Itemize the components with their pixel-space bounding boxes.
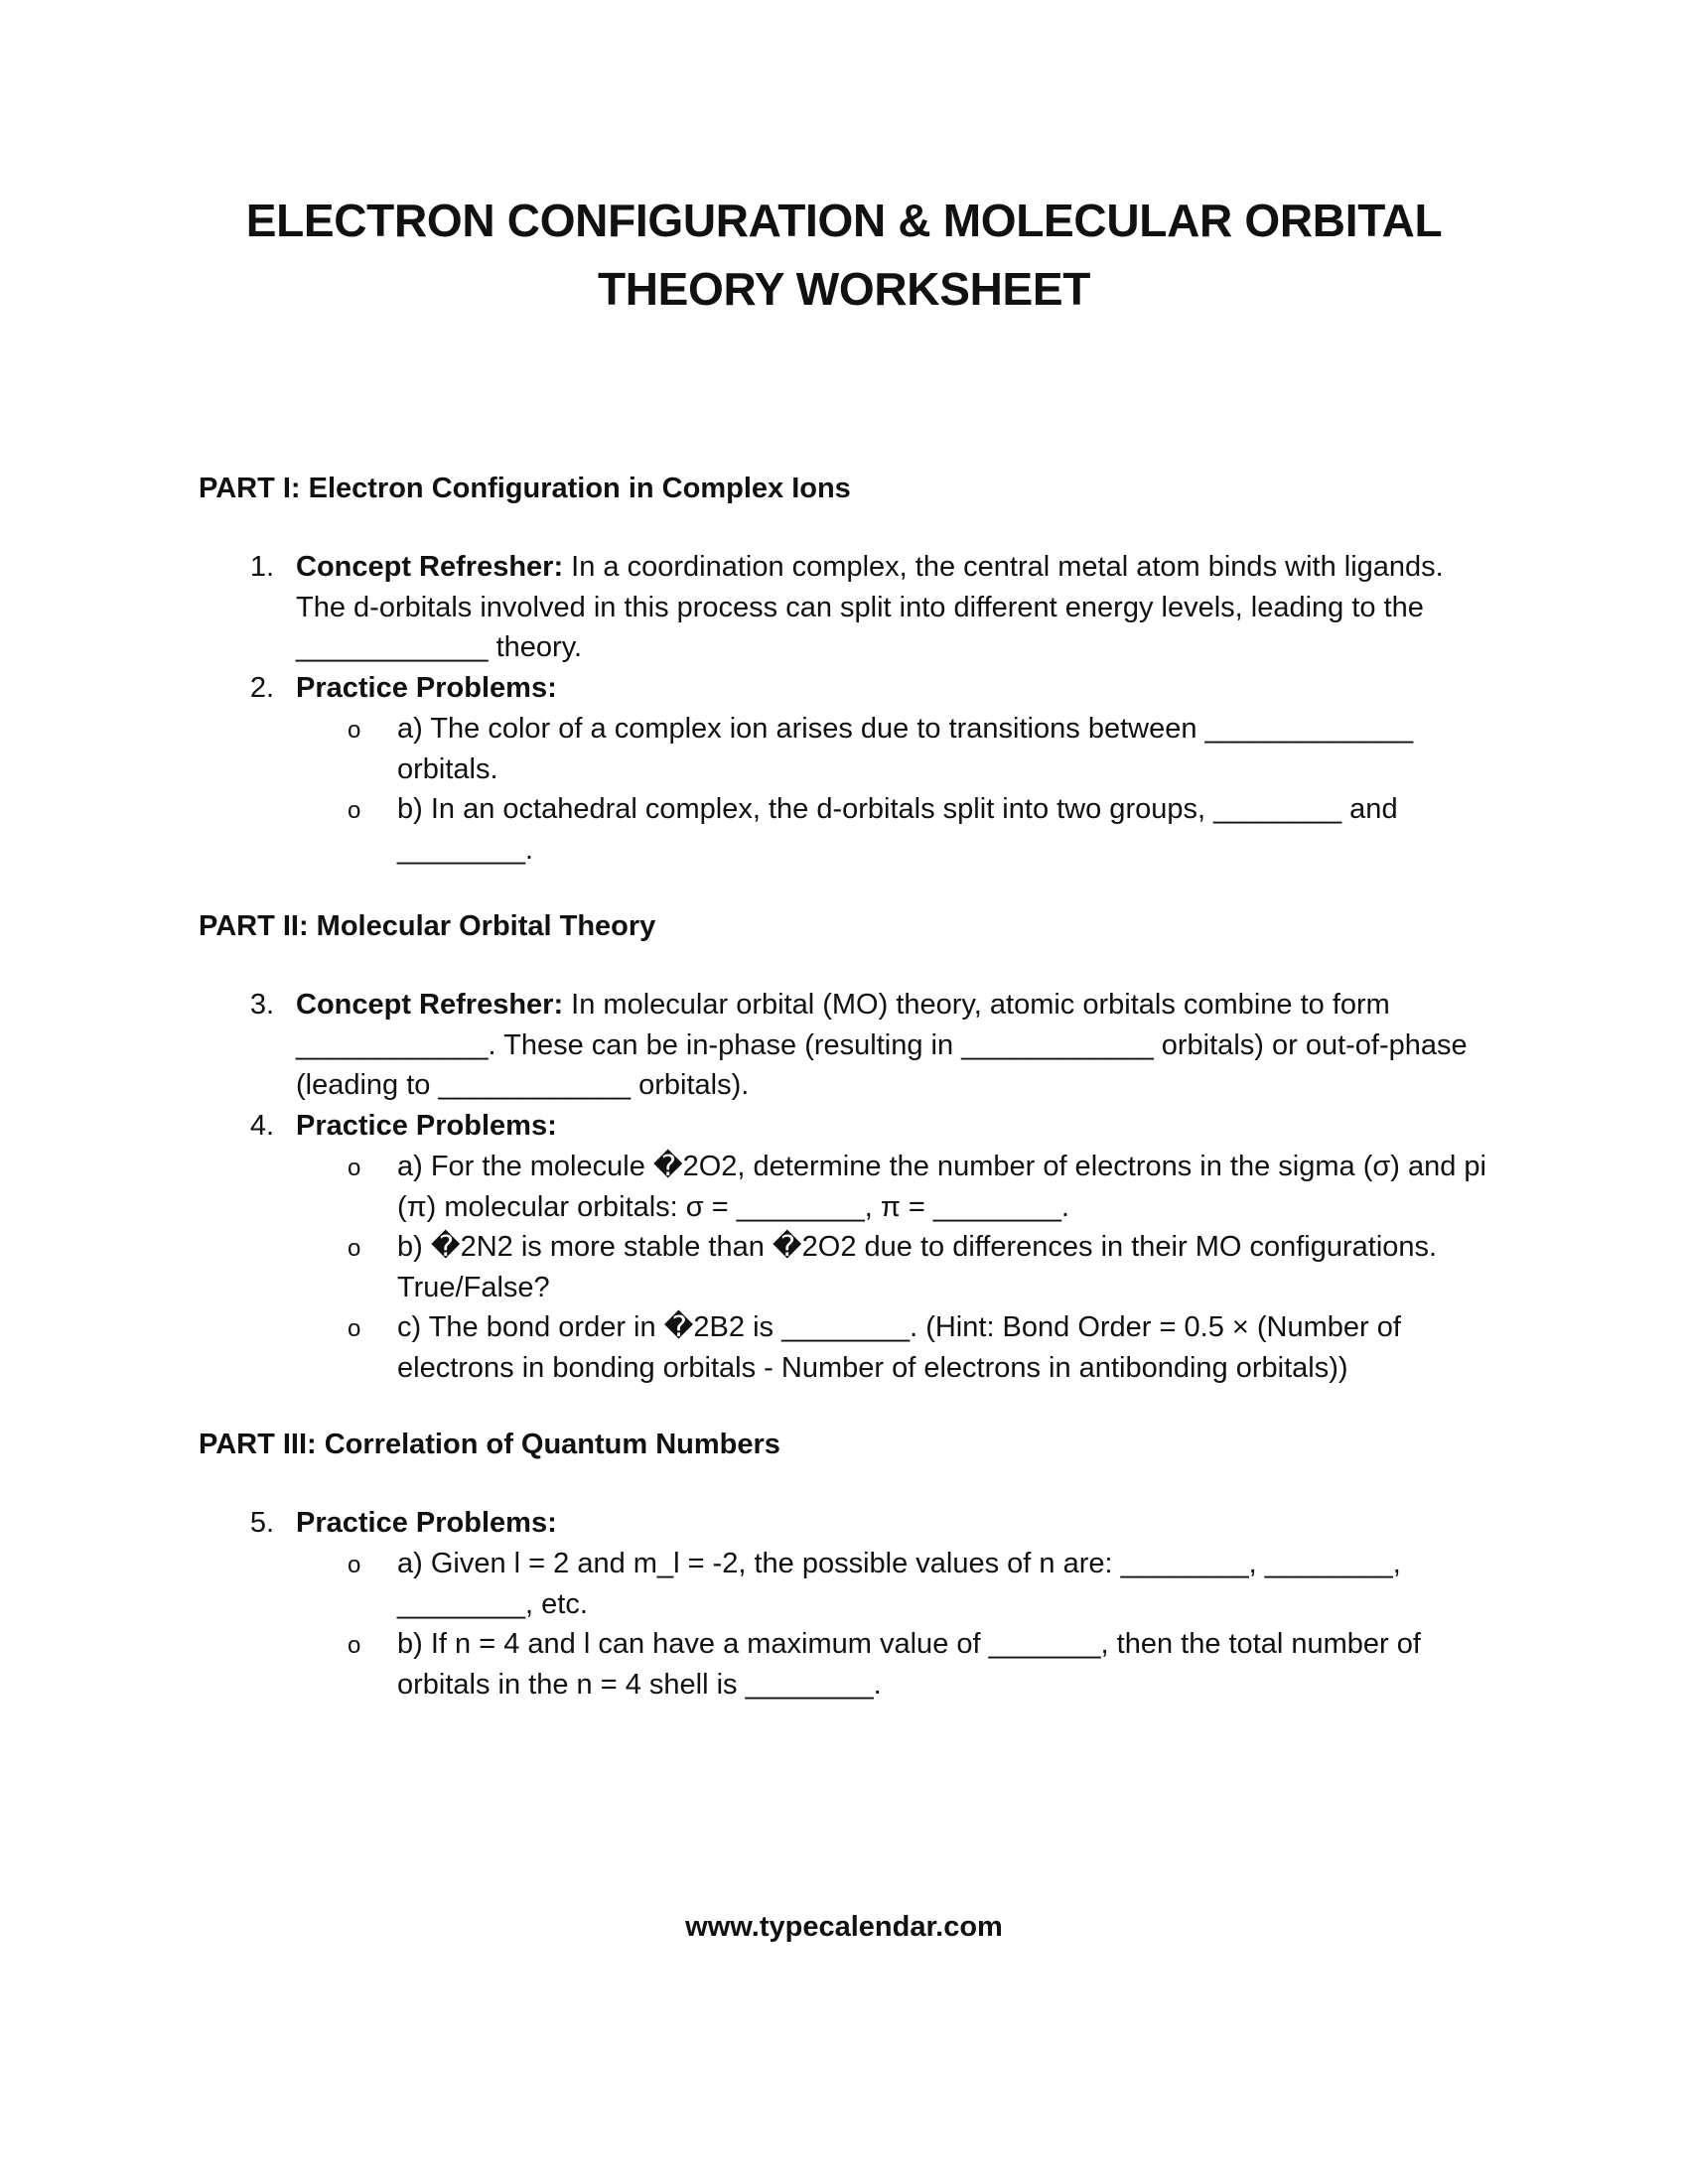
subquestion-text: b) �2N2 is more stable than �2O2 due to differences in their MO configurations. True/False? [397,1231,1438,1303]
subquestion-text: a) For the molecule �2O2, determine the number of electrons in the sigma (σ) and pi (π) molecular orbitals: σ = ________, π = ________. [397,1151,1486,1223]
subquestion-5b [348,1624,1489,1705]
question-5 [246,1503,1497,1544]
question-number: 5. [249,1507,274,1539]
question-body: In molecular orbital (MO) theory, atomic orbitals combine to form ____________. These can be in-phase (resulting in ____________ orbitals) or out-of-phase (leading to ____________ orbitals). [296,989,1468,1101]
question-label: Practice Problems: [296,672,557,704]
subquestion-text: a) The color of a complex ion arises due to transitions between _____________ orbitals. [397,713,1414,785]
question-label: Concept Refresher: [296,989,564,1021]
question-2 [246,668,1497,709]
subquestion-4a [348,1147,1489,1227]
subquestion-text: b) If n = 4 and l can have a maximum value of _______, then the total number of orbitals in the n = 4 shell is ________. [397,1628,1421,1701]
subquestion-4b [348,1227,1489,1307]
subquestion-text: a) Given l = 2 and m_l = -2, the possible values of n are: ________, ________, ________, etc. [397,1548,1401,1620]
question-text [296,985,1497,1106]
bullet-icon: o [348,797,361,824]
part2-heading: PART II: Molecular Orbital Theory [199,910,656,942]
part1-heading: PART I: Electron Configuration in Complex Ions [199,473,851,504]
page-title: ELECTRON CONFIGURATION & MOLECULAR ORBITAL THEORY WORKSHEET [245,195,1443,315]
question-3 [246,985,1497,1106]
subquestion-4c [348,1307,1489,1388]
question-1 [246,547,1497,668]
bullet-icon: o [348,717,361,744]
question-text [296,1106,1497,1147]
question-number: 4. [249,1110,274,1142]
bullet-icon: o [348,1155,361,1181]
bullet-icon: o [348,1552,361,1578]
subquestion-text: b) In an octahedral complex, the d-orbitals split into two groups, ________ and ________. [397,793,1398,866]
part3-heading: PART III: Correlation of Quantum Numbers [199,1429,780,1460]
subquestion-text: c) The bond order in �2B2 is ________. (Hint: Bond Order = 0.5 × (Number of electrons in bonding orbitals - Number of electrons in antibonding orbitals)) [397,1311,1401,1384]
question-text [296,668,1497,709]
question-label: Practice Problems: [296,1507,557,1539]
footer-website: www.typecalendar.com [685,1911,1003,1943]
question-number: 2. [249,672,274,704]
question-number: 3. [249,989,274,1021]
question-label: Practice Problems: [296,1110,557,1142]
question-text [296,1503,1497,1544]
bullet-icon: o [348,1315,361,1342]
subquestion-5a [348,1544,1489,1624]
bullet-icon: o [348,1632,361,1659]
question-label: Concept Refresher: [296,551,564,583]
subquestion-2a [348,709,1489,789]
question-4 [246,1106,1497,1147]
bullet-icon: o [348,1235,361,1262]
question-number: 1. [249,551,274,583]
question-text [296,547,1497,668]
question-body: In a coordination complex, the central metal atom binds with ligands. The d-orbitals involved in this process can split into different energy levels, leading to the ____________ theory. [296,551,1444,663]
subquestion-2b [348,789,1489,870]
